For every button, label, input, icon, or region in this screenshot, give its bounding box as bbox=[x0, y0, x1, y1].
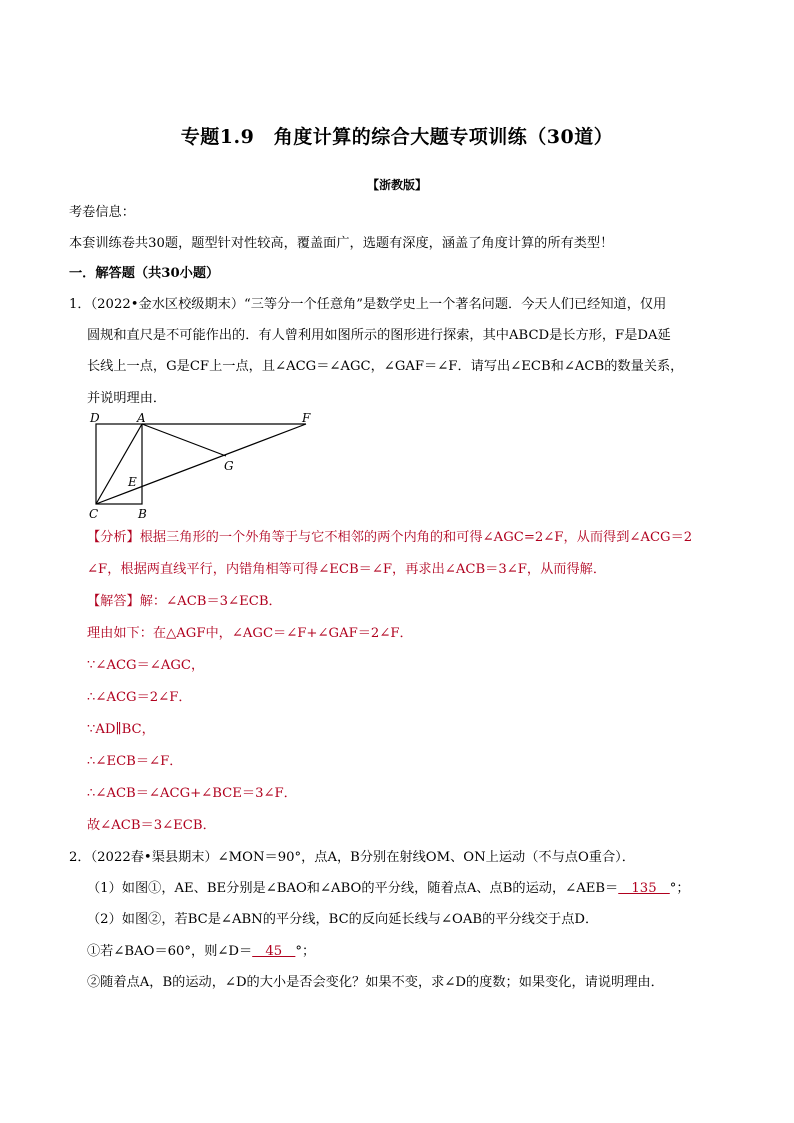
q1-line4: 并说明理由． bbox=[87, 391, 167, 406]
q2-part1 bbox=[87, 880, 690, 898]
label-b: B bbox=[138, 507, 147, 521]
q2-sub1-answer: 45 bbox=[252, 944, 296, 959]
q1-line3: 长线上一点，G是CF上一点，且∠ACG＝∠AGC，∠GAF＝∠F．请写出∠ECB和∠ACB的数量关系， bbox=[87, 359, 684, 374]
segment-ca bbox=[96, 424, 142, 504]
label-c: C bbox=[89, 507, 99, 521]
label-e: E bbox=[128, 475, 137, 489]
edition-label: 【浙教版】 bbox=[366, 178, 427, 192]
label-g: G bbox=[224, 459, 234, 473]
q2-sub1 bbox=[87, 943, 315, 961]
q1-solution-line8: 故∠ACB＝3∠ECB． bbox=[87, 818, 216, 833]
label-a: A bbox=[137, 412, 146, 425]
q1-solution-line1: 【解答】解：∠ACB＝3∠ECB． bbox=[87, 594, 282, 609]
q2-part1-answer: 135 bbox=[618, 881, 670, 896]
q1-solution-line3: ∵∠ACG＝∠AGC， bbox=[87, 658, 205, 673]
q2-sub1-text: ①若∠BAO＝60°，则∠D＝ bbox=[87, 944, 253, 959]
q1-solution-line7: ∴∠ACB＝∠ACG+∠BCE＝3∠F． bbox=[87, 786, 297, 801]
q1-solution-line2: 理由如下：在△AGF中，∠AGC＝∠F+∠GAF＝2∠F． bbox=[87, 626, 413, 641]
label-f: F bbox=[302, 412, 311, 425]
q2-part1-text: （1）如图①，AE、BE分别是∠BAO和∠ABO的平分线，随着点A、点B的运动，∠AEB＝ bbox=[87, 881, 619, 896]
q1-solution-line4: ∴∠ACG＝2∠F． bbox=[87, 690, 192, 705]
segment-cf bbox=[96, 424, 306, 504]
q1-solution-line6: ∴∠ECB＝∠F． bbox=[87, 754, 183, 769]
q2-line1: 2．（2022春•渠县期末）∠MON＝90°，点A，B分别在射线OM、ON上运动（不与点O重合）． bbox=[69, 850, 635, 865]
q1-line1: 1．（2022•金水区校级期末）“三等分一个任意角”是数学史上一个著名问题．今天人们已经知道，仅用 bbox=[69, 297, 667, 312]
q2-part2: （2）如图②，若BC是∠ABN的平分线，BC的反向延长线与∠OAB的平分线交于点D． bbox=[87, 912, 599, 927]
label-d: D bbox=[90, 412, 100, 425]
q1-analysis-line2: ∠F，根据两直线平行，内错角相等可得∠ECB＝∠F，再求出∠ACB＝3∠F，从而得解． bbox=[87, 562, 607, 577]
q2-sub2: ②随着点A，B的运动，∠D的大小是否会变化？如果不变，求∠D的度数；如果变化，请说明理由． bbox=[87, 975, 664, 990]
q1-geometry-figure bbox=[86, 412, 326, 522]
segment-ag bbox=[142, 424, 226, 456]
q1-solution-line5: ∵AD∥BC， bbox=[87, 722, 155, 737]
q1-analysis-line1: 【分析】根据三角形的一个外角等于与它不相邻的两个内角的和可得∠AGC=2∠F，从而得到∠ACG＝2 bbox=[87, 530, 693, 545]
page-title: 专题1.9 角度计算的综合大题专项训练（30道） bbox=[180, 126, 614, 148]
q1-line2: 圆规和直尺是不可能作出的．有人曾利用如图所示的图形进行探索，其中ABCD是长方形，F是DA延 bbox=[87, 328, 671, 343]
exam-info-label: 考卷信息： bbox=[69, 205, 135, 220]
q2-part1-suffix: °； bbox=[669, 881, 690, 896]
intro-text: 本套训练卷共30题，题型针对性较高，覆盖面广，选题有深度，涵盖了角度计算的所有类型！ bbox=[69, 236, 614, 251]
q2-sub1-suffix: °； bbox=[295, 944, 316, 959]
section-heading: 一．解答题（共30小题） bbox=[69, 266, 220, 281]
